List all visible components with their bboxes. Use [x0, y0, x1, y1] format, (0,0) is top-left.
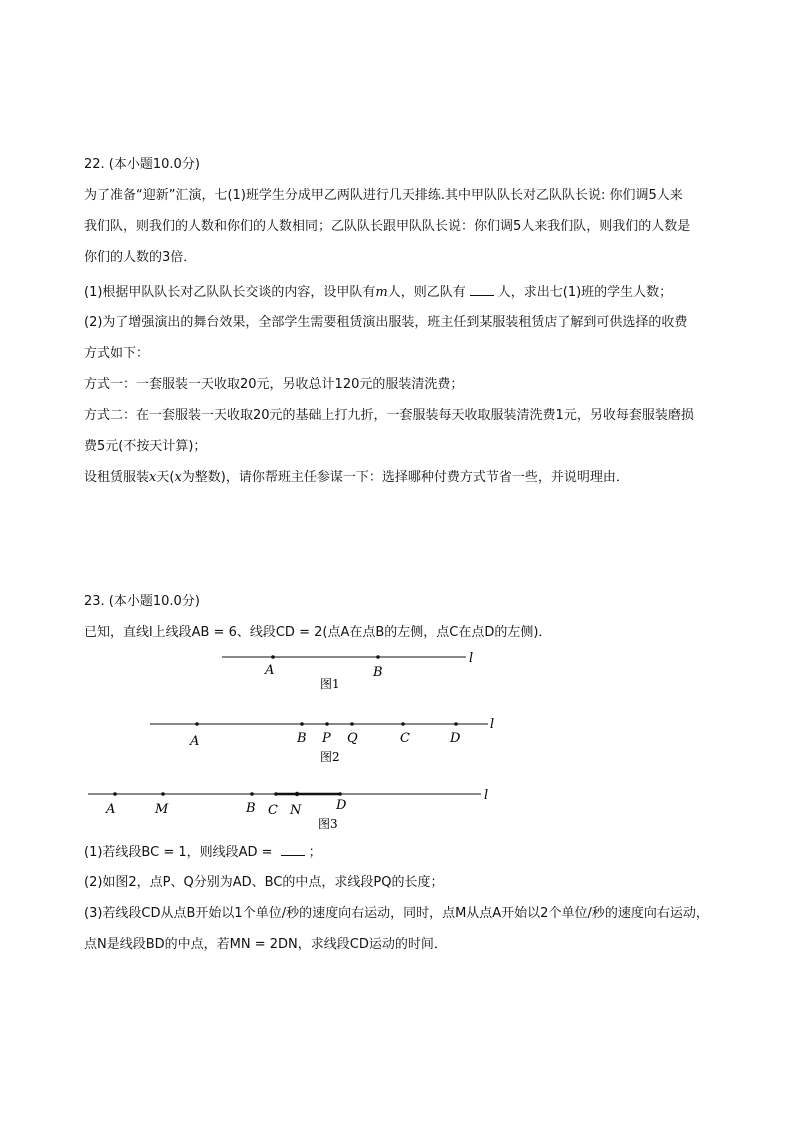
q23-sub-1-text: (1)若线段BC = 1，则线段AD =: [84, 845, 277, 860]
fig3-label-m: M: [155, 802, 169, 817]
fig1-label-l: l: [469, 651, 474, 666]
q22-answer-blank[interactable]: [470, 283, 494, 296]
q22-line-10-b: 天(: [156, 470, 175, 485]
q22-line-9: 费5元(不按天计算)；: [84, 439, 207, 454]
fig2-label-a: A: [190, 734, 200, 749]
q23-answer-blank[interactable]: [281, 843, 305, 856]
fig2-label-p: P: [322, 731, 331, 746]
fig2-caption: 图2: [320, 750, 340, 764]
fig3-label-a: A: [106, 802, 116, 817]
q23-sub-1: [84, 843, 322, 862]
figure-3: [88, 788, 488, 831]
q22-line-10-a: 设租赁服装: [84, 470, 150, 485]
q22-line-2: 我们队，则我们的人数和你们的人数相同；乙队队长跟甲队队长说：你们调5人来我们队，则我们的人数是: [84, 219, 691, 234]
q23-sub-1-end: ；: [308, 845, 322, 860]
fig3-label-c: C: [268, 803, 278, 818]
fig2-label-b: B: [297, 731, 307, 746]
fig3-caption: 图3: [318, 817, 338, 831]
q22-line-1: 为了准备“迎新”汇演，七(1)班学生分成甲乙两队进行几天排练.其中甲队队长对乙队队长说: 你们调5人来: [84, 188, 683, 203]
fig3-label-b: B: [246, 801, 256, 816]
fig1-label-b: B: [373, 665, 383, 680]
q22-var-m: m: [375, 285, 388, 300]
q22-line-6: 方式如下：: [84, 346, 150, 361]
q22-var-x-2: x: [174, 470, 182, 485]
q22-part1-text-c: 人，求出七(1)班的学生人数；: [497, 285, 673, 300]
q22-line-8: 方式二：在一套服装一天收取20元的基础上打九折，一套服装每天收取服装清洗费1元，另收每套服装磨损: [84, 408, 694, 423]
fig3-label-l: l: [484, 788, 489, 803]
fig2-label-l: l: [490, 717, 495, 732]
figure-1: [222, 651, 473, 691]
q22-line-3: 你们的人数的3倍．: [84, 250, 197, 265]
figure-2: [150, 717, 494, 764]
fig1-caption: 图1: [320, 677, 340, 691]
fig3-label-n: N: [290, 803, 302, 818]
q22-line-10-c: 为整数)，请你帮班主任参谋一下：选择哪种付费方式节省一些，并说明理由．: [181, 470, 629, 485]
fig3-label-d: D: [336, 798, 347, 813]
q22-part1-text-b: 人，则乙队有: [387, 285, 466, 300]
q22-header: 22. (本小题10.0分): [84, 157, 200, 172]
q23-sub-2: (2)如图2，点P、Q分别为AD、BC的中点，求线段PQ的长度；: [84, 875, 444, 890]
q23-header: 23. (本小题10.0分): [84, 594, 200, 609]
fig1-label-a: A: [265, 663, 275, 678]
fig2-label-d: D: [450, 731, 461, 746]
q22-line-7: 方式一：一套服装一天收取20元，另收总计120元的服装清洗费；: [84, 377, 464, 392]
q22-var-x: x: [149, 470, 157, 485]
q22-line-10: [84, 469, 629, 487]
q23-line-1: 已知，直线l上线段AB = 6、线段CD = 2(点A在点B的左侧，点C在点D的左侧)．: [84, 625, 552, 640]
q22-line-5: (2)为了增强演出的舞台效果，全部学生需要租赁演出服装，班主任到某服装租赁店了解到可供选择的收费: [84, 315, 688, 330]
fig2-label-q: Q: [347, 731, 358, 746]
q23-figures: [0, 640, 794, 870]
q22-line-4: [84, 283, 672, 302]
fig2-label-c: C: [400, 731, 410, 746]
q23-sub-3a: (3)若线段CD从点B开始以1个单位/秒的速度向右运动，同时，点M从点A开始以2个单位/秒的速度向右运动，: [84, 906, 709, 921]
q23-sub-3b: 点N是线段BD的中点，若MN = 2DN，求线段CD运动的时间．: [84, 937, 447, 952]
q22-part1-text-a: (1)根据甲队队长对乙队队长交谈的内容，设甲队有: [84, 285, 376, 300]
